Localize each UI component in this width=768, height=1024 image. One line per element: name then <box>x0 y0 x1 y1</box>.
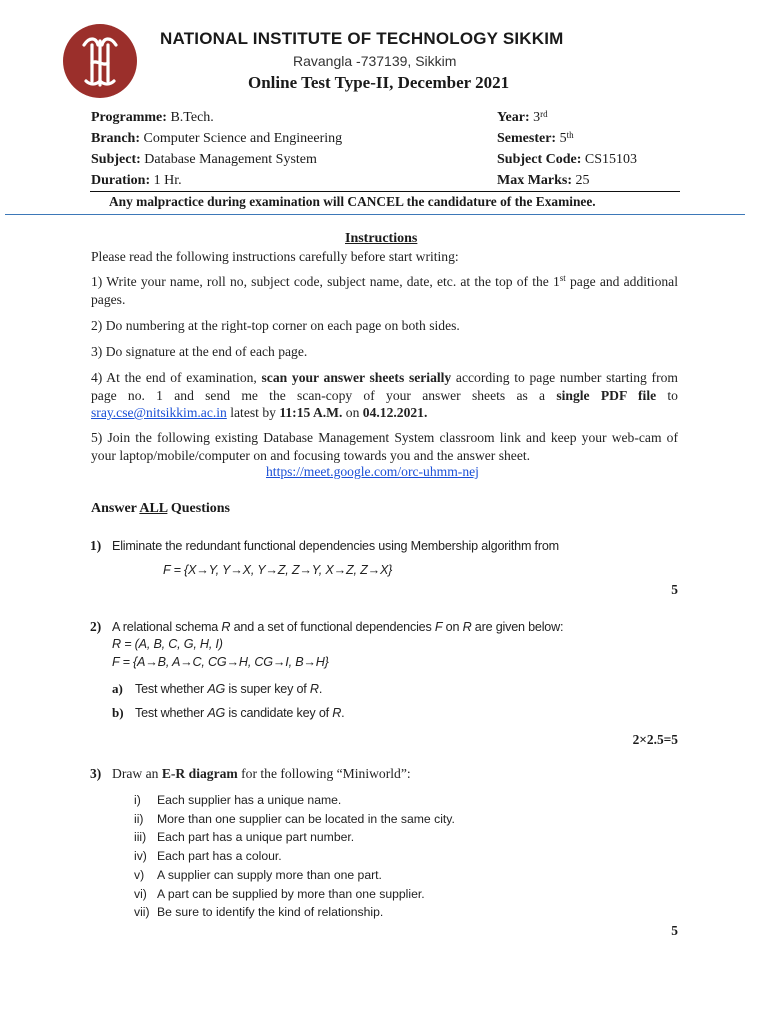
answer-all-heading <box>91 501 230 517</box>
answer-all-pre: Answer <box>91 501 140 516</box>
q2b-pre: Test whether <box>135 706 208 720</box>
instruction-4-scan-emphasis: scan your answer sheets serially <box>261 370 452 385</box>
deadline-date: 04.12.2021. <box>362 405 428 420</box>
q3-text-c: for the following “Miniworld”: <box>237 766 411 781</box>
subject-value: Database Management System <box>144 152 317 167</box>
list-item-text: Each part has a unique part number. <box>157 830 355 845</box>
branch-label: Branch: <box>91 131 140 146</box>
instruction-4 <box>91 369 678 422</box>
year-label: Year: <box>497 110 530 125</box>
list-item-text: More than one supplier can be located in the same city. <box>157 811 455 826</box>
q2a-mid: is super key of <box>225 682 310 696</box>
q3-text-b: E-R diagram <box>161 766 238 781</box>
branch-value: Computer Science and Engineering <box>143 131 343 146</box>
question-3-number: 3) <box>90 766 102 781</box>
max-marks-label: Max Marks: <box>497 173 573 188</box>
q2-text-r2: R <box>462 620 472 634</box>
instruction-4-text: 4) At the end of examination, <box>91 370 262 385</box>
question-3-text <box>112 766 411 782</box>
page-divider <box>5 214 745 215</box>
list-item-numeral: v) <box>134 867 145 882</box>
header-divider <box>90 191 680 192</box>
list-item <box>134 828 455 847</box>
list-item-numeral: vii) <box>134 905 150 920</box>
email-link[interactable]: sray.cse@nitsikkim.ac.in <box>91 405 227 420</box>
instruction-4-on: on <box>342 405 363 420</box>
deadline-time: 11:15 A.M. <box>279 405 343 420</box>
instruction-1-text-end: page and additional pages. <box>91 274 678 307</box>
question-1-number: 1) <box>90 538 102 553</box>
q2-text-f: F <box>434 620 443 634</box>
q2-text-c: on <box>442 620 463 634</box>
question-2a-text <box>135 682 322 696</box>
q2-text-a: A relational schema <box>112 620 222 634</box>
semester-ordinal: th <box>566 130 574 140</box>
q2b-r: R <box>332 706 342 720</box>
question-1-text: Eliminate the redundant functional dependencies using Membership algorithm from <box>112 539 559 553</box>
question-1-marks: 5 <box>671 582 678 597</box>
answer-all-emphasis: ALL <box>139 501 168 516</box>
question-2-number: 2) <box>90 619 102 634</box>
q2a-pre: Test whether <box>135 682 208 696</box>
programme-value: B.Tech. <box>170 110 214 125</box>
meet-link[interactable]: https://meet.google.com/orc-uhmm-nej <box>266 464 479 479</box>
institute-name: NATIONAL INSTITUTE OF TECHNOLOGY SIKKIM <box>160 29 564 48</box>
question-1-fd-set: F = {X→Y, Y→X, Y→Z, Z→Y, X→Z, Z→X} <box>163 563 393 577</box>
list-item-numeral: vi) <box>134 886 147 901</box>
year-value: 3 <box>533 110 541 125</box>
duration-value: 1 Hr. <box>153 173 182 188</box>
subject-code-row <box>497 149 637 170</box>
q2a-end: . <box>318 682 323 696</box>
instruction-1-text: 1) Write your name, roll no, subject code, subject name, date, etc. at the top of the 1 <box>91 274 560 289</box>
semester-row <box>497 128 637 149</box>
instruction-3: 3) Do signature at the end of each page. <box>91 344 308 359</box>
list-item-numeral: iv) <box>134 849 147 864</box>
instruction-4-text-mid: according to page number starting from page no. 1 and send me the scan-copy of your answer sheets as a <box>91 370 678 403</box>
question-2-fd-set: F = {A→B, A→C, CG→H, CG→I, B→H} <box>112 655 329 669</box>
instruction-1-ordinal: st <box>559 273 566 283</box>
list-item-text: Each supplier has a unique name. <box>157 793 342 807</box>
q2a-ag: AG <box>207 682 226 696</box>
instruction-4-pdf-emphasis: single PDF file <box>556 387 657 403</box>
list-item <box>134 810 455 829</box>
year-ordinal: rd <box>540 109 548 119</box>
semester-label: Semester: <box>497 131 557 146</box>
question-2-text <box>112 620 563 634</box>
q3-text-a: Draw an <box>112 766 162 781</box>
exam-details-right <box>497 107 637 191</box>
q2b-ag: AG <box>207 706 226 720</box>
list-item <box>134 866 455 885</box>
list-item-numeral: iii) <box>134 830 147 845</box>
programme-row <box>91 107 342 128</box>
question-3-marks: 5 <box>671 923 678 938</box>
question-2a-label: a) <box>112 681 123 696</box>
institute-address: Ravangla -737139, Sikkim <box>293 53 457 69</box>
list-item-numeral: ii) <box>134 811 144 826</box>
list-item <box>134 847 455 866</box>
list-item-text: Each part has a colour. <box>157 849 282 864</box>
duration-label: Duration: <box>91 173 151 188</box>
instruction-2: 2) Do numbering at the right-top corner on each page on both sides. <box>91 318 460 333</box>
q2b-mid: is candidate key of <box>225 706 333 720</box>
list-item-text: A supplier can supply more than one part. <box>157 867 382 882</box>
max-marks-value: 25 <box>575 173 590 188</box>
q2-text-d: are given below: <box>471 620 564 634</box>
duration-row <box>91 170 342 191</box>
max-marks-row <box>497 170 637 191</box>
list-item <box>134 903 455 922</box>
semester-value: 5 <box>559 131 567 146</box>
instruction-4-to: to <box>656 387 678 403</box>
exam-details-left <box>91 107 342 191</box>
subject-row <box>91 149 342 170</box>
subject-code-label: Subject Code: <box>497 152 582 167</box>
list-item <box>134 791 455 810</box>
instruction-4-latest: latest by <box>226 405 280 420</box>
list-item-numeral: i) <box>134 793 141 807</box>
q2b-end: . <box>341 706 345 720</box>
question-2b-text <box>135 706 344 720</box>
malpractice-warning: Any malpractice during examination will CANCEL the candidature of the Examinee. <box>109 194 596 209</box>
programme-label: Programme: <box>91 110 167 125</box>
question-2-schema: R = (A, B, C, G, H, I) <box>112 637 223 651</box>
instructions-heading: Instructions <box>345 231 418 246</box>
instruction-1 <box>91 273 678 308</box>
q2-text-r: R <box>221 620 231 634</box>
nit-sikkim-logo-icon <box>62 23 138 99</box>
subject-label: Subject: <box>91 152 141 167</box>
list-item <box>134 885 455 904</box>
branch-row <box>91 128 342 149</box>
answer-all-post: Questions <box>167 501 230 516</box>
list-item-text: A part can be supplied by more than one supplier. <box>157 886 425 901</box>
q2-text-b: and a set of functional dependencies <box>230 620 435 634</box>
instructions-intro: Please read the following instructions carefully before start writing: <box>91 249 459 264</box>
question-2-marks: 2×2.5=5 <box>632 732 678 747</box>
q2a-r: R <box>309 682 319 696</box>
year-row <box>497 107 637 128</box>
subject-code-value: CS15103 <box>584 152 638 167</box>
question-2b-label: b) <box>112 705 124 720</box>
question-3-miniworld-list <box>134 791 455 922</box>
instruction-5: 5) Join the following existing Database Management System classroom link and keep your web-cam of your laptop/mobile/computer on and focusing towards you and the answer sheet. <box>91 430 678 463</box>
test-title: Online Test Type-II, December 2021 <box>248 73 510 92</box>
list-item-text: Be sure to identify the kind of relationship. <box>157 905 384 920</box>
